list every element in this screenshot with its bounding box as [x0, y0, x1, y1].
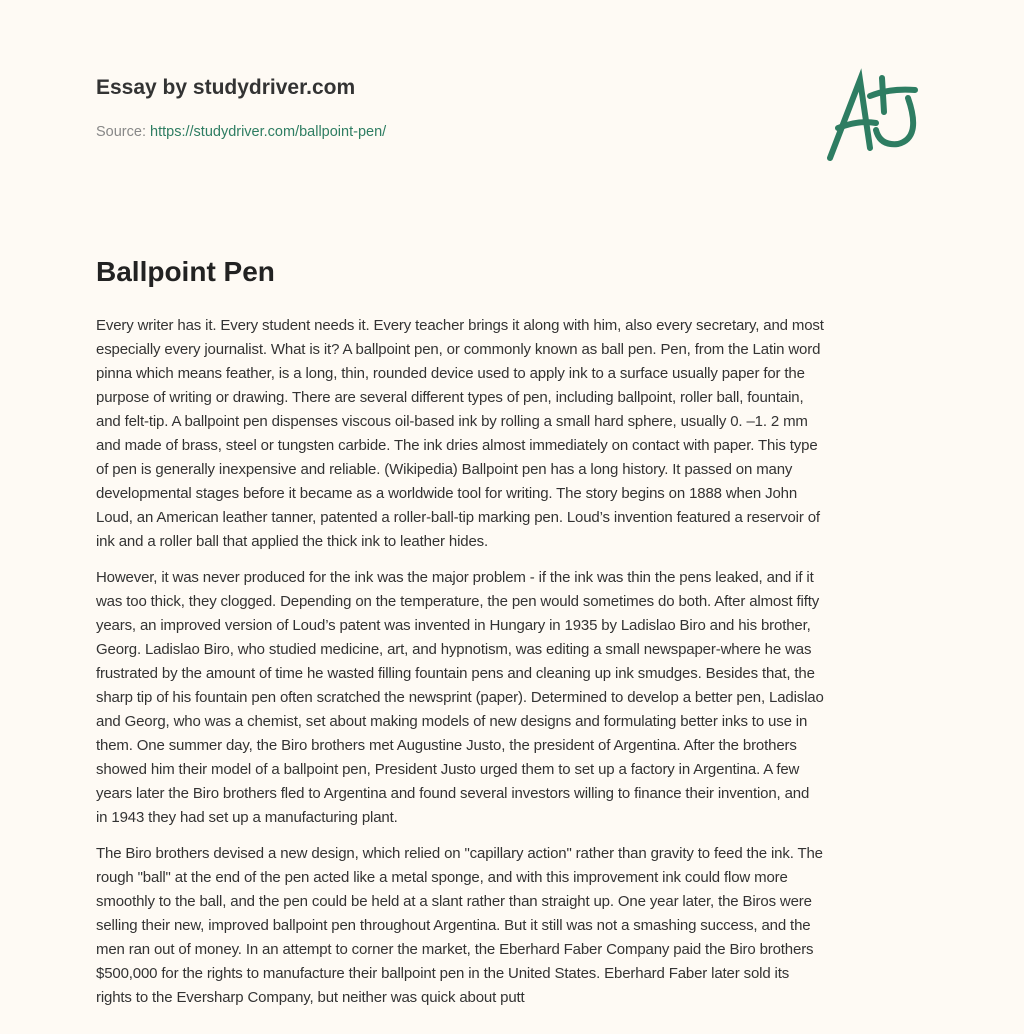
paragraph-line: was too thick, they clogged. Depending on the temperature, the pen would sometimes do both. After almost fifty — [96, 593, 820, 610]
paragraph-line: years later the Biro brothers fled to Argentina and found several investors willing to finance their invention, and — [96, 785, 810, 802]
paragraph-line: developmental stages before it became as a worldwide tool for writing. The story begins on 1888 when John — [96, 485, 798, 502]
paragraph-line: them. One summer day, the Biro brothers met Augustine Justo, the president of Argentina. After the brothers — [96, 737, 797, 754]
source-label: Source: — [96, 124, 146, 140]
paragraph-line: men ran out of money. In an attempt to corner the market, the Eberhard Faber Company paid the Biro brothers — [96, 941, 814, 958]
paragraph — [96, 314, 936, 554]
paragraph-line: Loud, an American leather tanner, patented a roller-ball-tip marking pen. Loud’s invention featured a reservoir of — [96, 509, 820, 526]
paragraph-line: smoothly to the ball, and the pen could be held at a slant rather than straight up. One year later, the Biros were — [96, 893, 812, 910]
paragraph-line: selling their new, improved ballpoint pen throughout Argentina. But it still was not a smashing success, and the — [96, 917, 811, 934]
a-plus-logo — [820, 68, 930, 168]
paragraph-line: and Georg, who was a chemist, set about making models of new designs and formulating better inks to use in — [96, 713, 808, 730]
paragraph-line: years, an improved version of Loud’s patent was invented in Hungary in 1935 by Ladislao Biro and his brother, — [96, 617, 811, 634]
paragraph-line: Georg. Ladislao Biro, who studied medicine, art, and hypnotism, was editing a small newspaper-where he was — [96, 641, 812, 658]
article-title: Ballpoint Pen — [96, 256, 275, 287]
paragraph-line: rough "ball" at the end of the pen acted like a metal sponge, and with this improvement ink could flow more — [96, 869, 788, 886]
paragraph — [96, 566, 936, 830]
paragraph-line: of pen is generally inexpensive and reliable. (Wikipedia) Ballpoint pen has a long history. It passed on many — [96, 461, 793, 478]
article-body — [96, 314, 936, 1022]
paragraph-line: frustrated by the amount of time he wasted filling fountain pens and cleaning up ink smudges. Besides that, the — [96, 665, 815, 682]
paragraph-line: However, it was never produced for the ink was the major problem - if the ink was thin the pens leaked, and if it — [96, 569, 814, 586]
site-title: Essay by studydriver.com — [96, 76, 356, 99]
paragraph-line: purpose of writing or drawing. There are several different types of pen, including ballpoint, roller ball, fountain, — [96, 389, 804, 406]
paragraph-line: The Biro brothers devised a new design, which relied on "capillary action" rather than gravity to feed the ink. The — [96, 845, 823, 862]
paragraph-line: sharp tip of his fountain pen often scratched the newsprint (paper). Determined to develop a better pen, Ladislao — [96, 689, 824, 706]
paragraph-line: $500,000 for the rights to manufacture their ballpoint pen in the United States. Eberhard Faber later sold its — [96, 965, 790, 982]
paragraph-line: ink and a roller ball that applied the thick ink to leather hides. — [96, 533, 489, 550]
paragraph-line: and made of brass, steel or tungsten carbide. The ink dries almost immediately on contact with paper. This type — [96, 437, 818, 454]
paragraph — [96, 842, 936, 1010]
source-line — [96, 124, 386, 140]
paragraph-line: showed him their model of a ballpoint pen, President Justo urged them to set up a factory in Argentina. A few — [96, 761, 800, 778]
source-link[interactable]: https://studydriver.com/ballpoint-pen/ — [150, 124, 387, 140]
paragraph-line: in 1943 they had set up a manufacturing plant. — [96, 809, 398, 826]
paragraph-line: rights to the Eversharp Company, but neither was quick about putt — [96, 989, 525, 1006]
paragraph-line: pinna which means feather, is a long, thin, rounded device used to apply ink to a surface usually paper for the — [96, 365, 805, 382]
paragraph-line: Every writer has it. Every student needs it. Every teacher brings it along with him, also every secretary, and most — [96, 317, 824, 334]
paragraph-line: and felt-tip. A ballpoint pen dispenses viscous oil-based ink by rolling a small hard sphere, usually 0. –1. 2 mm — [96, 413, 808, 430]
paragraph-line: especially every journalist. What is it? A ballpoint pen, or commonly known as ball pen. Pen, from the Latin word — [96, 341, 821, 358]
